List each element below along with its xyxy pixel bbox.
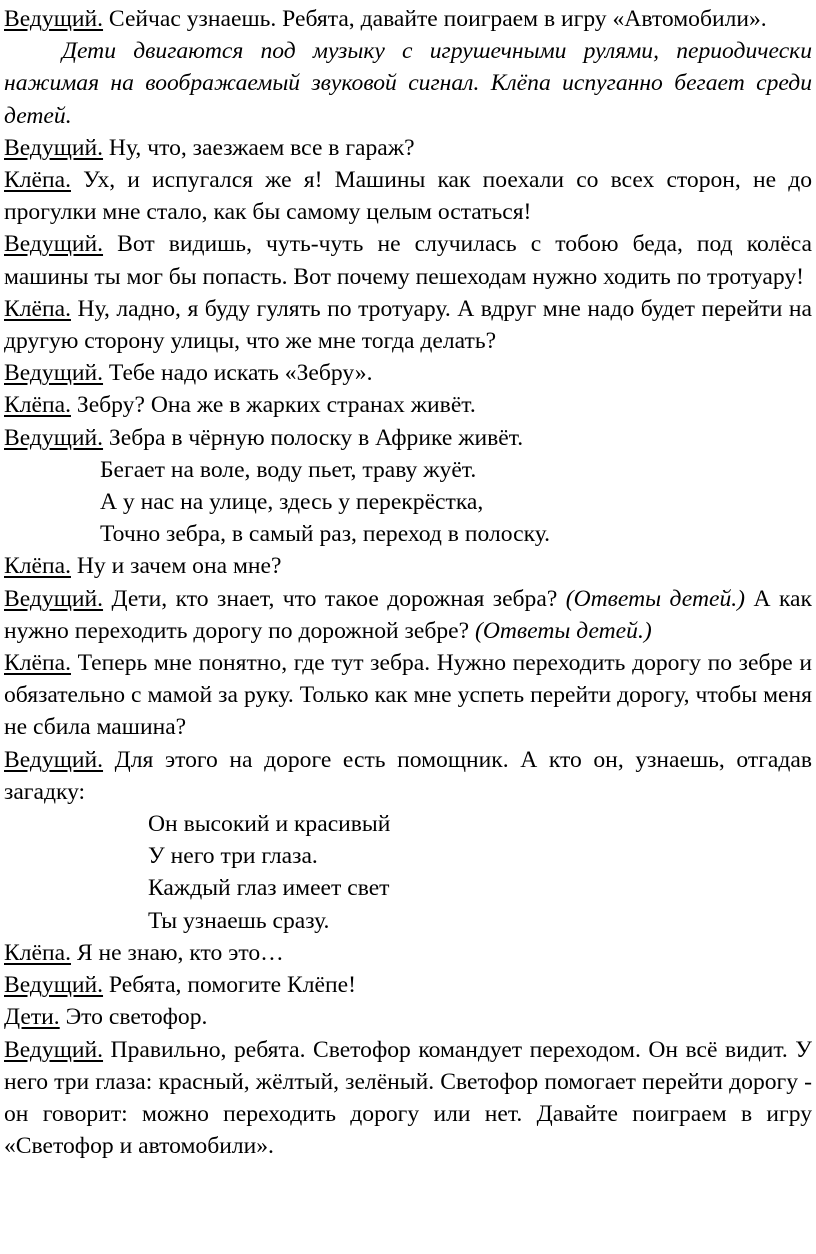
speaker-label: Клёпа. [4,650,71,677]
dialogue-text: Ух, и испугался же я! Машины как поехали со всех сторон, не до прогулки мне стало, как бы самому целым остаться! [4,167,812,226]
dialogue-text: Правильно, ребята. Светофор командует переходом. Он всё видит. У него три глаза: красный, жёлтый, зелёный. Светофор помогает перейти дорогу - он говорит: можно переходить дорогу или нет. Давайте поиграем в игру «Светофор и автомобили». [4,1036,812,1160]
dialogue-paragraph [4,132,812,164]
dialogue-text: Это светофор. [59,1004,208,1031]
riddle-line: Ты узнаешь сразу. [148,907,330,934]
riddle-line: Он высокий и красивый [148,811,391,838]
dialogue-text: Я не знаю, кто это… [70,939,284,966]
dialogue-paragraph [4,228,812,292]
speaker-label: Ведущий. [4,746,104,773]
poem-line: Бегает на воле, воду пьет, траву жуёт. [100,456,477,483]
speaker-label: Ведущий. [4,424,104,451]
speaker-label: Ведущий. [4,6,104,32]
dialogue-text: Ну и зачем она мне? [70,553,282,580]
dialogue-paragraph [4,550,812,582]
dialogue-text: Дети, кто знает, что такое дорожная зебра? [103,585,566,612]
dialogue-text: Тебе надо искать «Зебру». [103,360,373,387]
dialogue-text: Зебру? Она же в жарких странах живёт. [70,392,476,419]
dialogue-paragraph [4,1034,812,1163]
dialogue-paragraph [4,1001,812,1033]
dialogue-paragraph [4,3,812,35]
speaker-label: Клёпа. [4,392,71,419]
speaker-label: Ведущий. [4,231,104,258]
dialogue-paragraph [4,583,812,647]
dialogue-text: Зебра в чёрную полоску в Африке живёт. [103,424,524,451]
dialogue-text: Теперь мне понятно, где тут зебра. Нужно переходить дорогу по зебре и обязательно с мамой за руку. Только как мне успеть перейти дорогу, чтобы меня не сбила машина? [4,650,812,741]
poem-line: Точно зебра, в самый раз, переход в полоску. [100,521,551,548]
dialogue-paragraph [4,422,812,454]
dialogue-text: А как нужно переходить дорогу по дорожной зебре? [4,585,812,644]
stage-direction: Дети двигаются под музыку с игрушечными рулями, периодически нажимая на воображаемый звуковой сигнал. Клёпа испуганно бегает среди детей. [4,38,812,129]
dialogue-paragraph [4,937,812,969]
speaker-label: Клёпа. [4,939,71,966]
zebra-poem [4,454,812,551]
speaker-label: Ведущий. [4,972,104,999]
dialogue-paragraph [4,744,812,808]
dialogue-paragraph [4,164,812,228]
speaker-label: Ведущий. [4,360,104,387]
dialogue-text: Вот видишь, чуть-чуть не случилась с тобою беда, под колёса машины ты мог бы попасть. Вот почему пешеходам нужно ходить по тротуару! [4,231,812,290]
speaker-label: Клёпа. [4,295,71,322]
dialogue-paragraph [4,357,812,389]
poem-line: А у нас на улице, здесь у перекрёстка, [100,489,484,516]
riddle-line: Каждый глаз имеет свет [148,875,390,902]
dialogue-text: Для этого на дороге есть помощник. А кто он, узнаешь, отгадав загадку: [4,746,812,805]
dialogue-text: Ребята, помогите Клёпе! [103,972,356,999]
dialogue-paragraph [4,293,812,357]
dialogue-paragraph [4,389,812,421]
dialogue-text: Сейчас узнаешь. Ребята, давайте поиграем в игру «Автомобили». [103,6,767,32]
stage-note: (Ответы детей.) [565,585,746,612]
dialogue-text: Ну, ладно, я буду гулять по тротуару. А вдруг мне надо будет перейти на другую сторону улицы, что же мне тогда делать? [4,295,812,355]
speaker-label: Клёпа. [4,553,71,580]
dialogue-paragraph [4,647,812,744]
stage-note: (Ответы детей.) [475,617,652,644]
speaker-label: Клёпа. [4,167,71,194]
speaker-label: Ведущий. [4,134,104,161]
speaker-label: Ведущий. [4,1036,104,1063]
dialogue-text: Ну, что, заезжаем все в гараж? [103,134,415,161]
speaker-label: Дети. [4,1004,60,1031]
traffic-light-riddle [4,808,812,937]
riddle-line: У него три глаза. [148,843,318,870]
speaker-label: Ведущий. [4,585,104,612]
dialogue-paragraph [4,969,812,1001]
